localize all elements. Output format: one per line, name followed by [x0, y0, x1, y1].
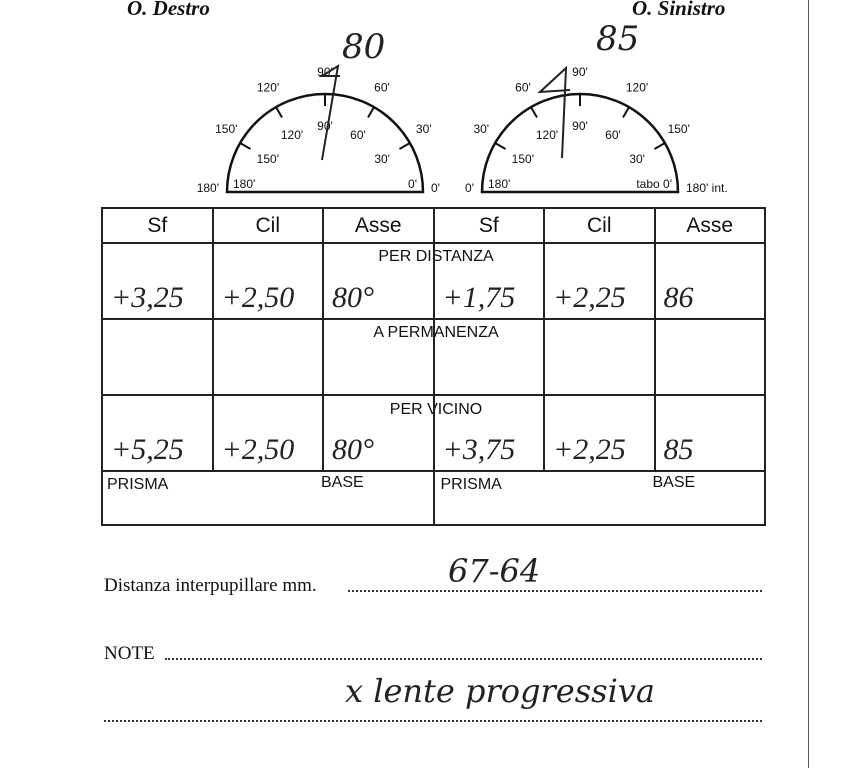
cell-value: 86 [663, 281, 694, 314]
left-axis-outer-label: 30' [473, 122, 490, 136]
left-axis-inner-label: 90' [572, 119, 588, 133]
left-axis-inner-label: tabo 0' [636, 177, 672, 191]
right-eye-title: O. Destro [127, 0, 210, 20]
cell-empty [655, 319, 766, 395]
header-cil: Cil [544, 208, 655, 243]
cell-value: +1,75 [442, 281, 516, 314]
dotted-line [165, 658, 762, 660]
base-label-left: BASE [652, 474, 696, 491]
right-axis-inner-label: 60' [350, 127, 366, 142]
header-sf: Sf [102, 208, 213, 243]
prisma-label-left: PRISMA [440, 476, 502, 493]
left-axis-outer-label: 150' [667, 122, 690, 136]
cell-value: +3,25 [111, 281, 184, 314]
row-prisma [102, 471, 765, 525]
cell-value: +2,25 [553, 281, 626, 314]
header-sf: Sf [434, 208, 545, 243]
cell-value: +5,25 [111, 433, 184, 466]
right-axis-inner-label: 150' [256, 152, 279, 166]
left-axis-tick [495, 143, 505, 149]
right-axis-outer-label: 60' [374, 80, 390, 95]
left-axis-inner-label: 120' [535, 127, 559, 142]
header-row [102, 208, 765, 243]
dotted-line [104, 720, 762, 722]
right-axis-pointer [322, 66, 340, 160]
notes-label: NOTE [104, 643, 155, 664]
right-axis-outer-label: 120' [256, 80, 280, 95]
cell-empty [323, 319, 434, 395]
left-axis-inner-label: 180' [488, 177, 511, 191]
notes-value: x lente progressiva [345, 672, 655, 710]
cell-value: 85 [663, 433, 694, 466]
prescription-table [101, 207, 766, 526]
cell-value: +2,50 [221, 433, 295, 466]
right-axis-outer-label: 90' [317, 65, 333, 79]
cell-empty [544, 319, 655, 395]
row-vicino [102, 395, 765, 471]
dotted-line [348, 590, 762, 592]
cell-value: +3,75 [442, 433, 516, 466]
interpupillary-label: Distanza interpupillare mm. [104, 575, 317, 596]
left-axis-outer-label: 0' [465, 181, 474, 195]
header-asse: Asse [323, 208, 434, 243]
prisma-label-right: PRISMA [107, 476, 169, 493]
right-axis-tick [276, 107, 282, 117]
left-axis-inner-label: 150' [511, 152, 534, 166]
left-axis-tick [531, 107, 537, 117]
left-axis-tick [623, 107, 629, 117]
left-eye-title: O. Sinistro [632, 0, 726, 20]
left-axis-outer-label: 120' [625, 80, 649, 95]
left-axis-inner-label: 60' [605, 127, 621, 142]
cell-value: +2,50 [221, 281, 295, 314]
interpupillary-value: 67-64 [448, 552, 541, 590]
section-per-vicino: PER VICINO [389, 401, 483, 418]
cell-value: 80° [332, 281, 374, 314]
row-distanza [102, 243, 765, 319]
right-axis-tick [240, 143, 250, 149]
left-axis-inner-label: 30' [629, 152, 645, 166]
right-axis-outer-label: 30' [415, 122, 432, 136]
section-a-permanenza: A PERMANENZA [373, 324, 499, 341]
cell-empty [102, 319, 213, 395]
left-axis-outer-label: 180' int. [686, 181, 728, 195]
left-axis-outer-label: 60' [515, 80, 531, 95]
header-cil: Cil [213, 208, 324, 243]
left-axis-outer-label: 90' [572, 65, 588, 79]
section-per-distanza: PER DISTANZA [378, 248, 494, 265]
cell-empty [434, 319, 545, 395]
right-axis-handwritten: 80 [342, 27, 386, 67]
header-asse: Asse [655, 208, 766, 243]
right-axis-inner-label: 30' [374, 152, 390, 166]
right-axis-outer-label: 150' [215, 122, 238, 136]
cell-value: 80° [332, 433, 374, 466]
left-axis-handwritten: 85 [596, 19, 640, 59]
right-axis-inner-label: 0' [408, 177, 417, 191]
right-axis-inner-label: 90' [317, 119, 333, 133]
right-axis-outer-label: 180' [196, 181, 219, 195]
row-permanenza [102, 319, 765, 395]
base-label-right: BASE [321, 474, 364, 491]
right-axis-inner-label: 180' [233, 177, 256, 191]
right-axis-tick [399, 143, 409, 149]
cell-empty [213, 319, 324, 395]
right-axis-outer-label: 0' [431, 181, 440, 195]
left-axis-tick [654, 143, 664, 149]
right-axis-inner-label: 120' [280, 127, 304, 142]
axis-diagrams [0, 0, 861, 210]
left-axis-pointer [540, 68, 570, 158]
right-axis-tick [368, 107, 374, 117]
cell-value: +2,25 [553, 433, 626, 466]
